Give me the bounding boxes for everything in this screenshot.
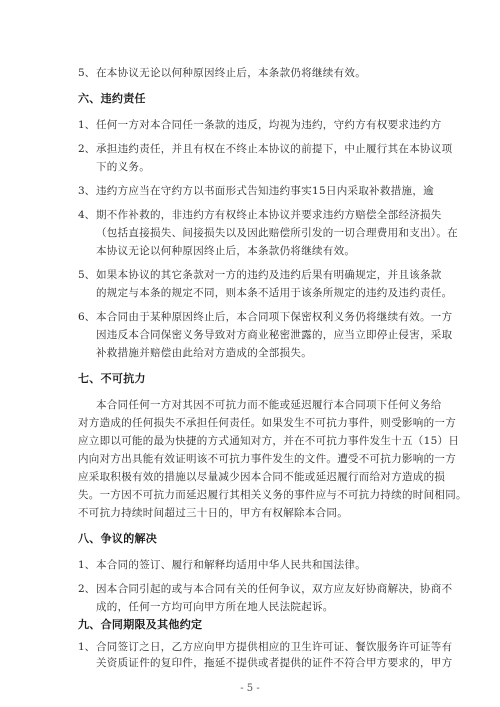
paragraph-line: 失。一方因不可抗力而延迟履行其相关义务的事件应与不可抗力持续的时间相同。 [78, 489, 467, 501]
section-heading: 七、不可抗力 [78, 372, 146, 385]
section-heading: 八、争议的解决 [78, 532, 158, 545]
paragraph-line: 因本合同引起的或与本合同有关的任何争议，双方应友好协商解决，协商不 [96, 583, 453, 595]
paragraph-line: 不可抗力持续时间超过三十日的，甲方有权解除本合同。 [78, 507, 348, 519]
section-heading: 六、违约责任 [78, 92, 146, 105]
paragraph-line: 关资质证件的复印件，拖延不提供或者提供的证件不符合甲方要求的，甲方 [96, 657, 453, 669]
list-number: 1、 [78, 559, 96, 571]
paragraph-line: 成的，任何一方均可向甲方所在地人民法院起诉。 [96, 601, 334, 613]
paragraph-line: 承担违约责任，并且有权在不终止本协议的前提下，中止履行其在本协议项 [96, 143, 453, 155]
paragraph-line: 下的义务。 [96, 161, 150, 173]
list-number: 2、 [78, 583, 96, 595]
paragraph-line: 本合同由于某种原因终止后，本合同项下保密权利义务仍将继续有效。一方 [96, 311, 453, 323]
paragraph-line: 应采取积极有效的措施以尽量减少因本合同不能或延迟履行而给对方造成的损 [78, 471, 446, 483]
section-heading: 九、合同期限及其他约定 [78, 618, 203, 631]
paragraph-line: 在本协议无论以何种原因终止后，本条款仍将继续有效。 [96, 67, 366, 79]
paragraph-line: （包括直接损失、间接损失以及因此赔偿所引发的一切合理费用和支出）。在 [96, 227, 458, 239]
list-number: 1、 [78, 641, 96, 653]
paragraph-line: 应立即以可能的最为快捷的方式通知对方，并在不可抗力事件发生十五（15）日 [78, 435, 460, 447]
list-number: 5、 [78, 269, 96, 281]
page-number: - 5 - [240, 683, 260, 694]
list-number: 2、 [78, 143, 96, 155]
paragraph-line: 本协议无论以何种原因终止后，本条款仍将继续有效。 [96, 245, 356, 257]
paragraph-line: 对方造成的任何损失不承担任何责任。如果发生不可抗力事件，则受影响的一方 [78, 417, 456, 429]
list-number: 4、 [78, 209, 96, 221]
list-number: 3、 [78, 185, 96, 197]
paragraph-line: 本合同任何一方对其因不可抗力而不能或延迟履行本合同项下任何义务给 [96, 399, 442, 411]
paragraph-line: 补救措施并赔偿由此给对方造成的全部损失。 [96, 347, 312, 359]
paragraph-line: 任何一方对本合同任一条款的违反，均视为违约，守约方有权要求违约方 [96, 119, 442, 131]
paragraph-line: 合同签订之日，乙方应向甲方提供相应的卫生许可证、餐饮服务许可证等有 [96, 641, 453, 653]
paragraph-line: 的规定与本条的规定不同，则本条不适用于该条所规定的违约及违约责任。 [96, 287, 453, 299]
paragraph-line: 本合同的签订、履行和解释均适用中华人民共和国法律。 [96, 559, 366, 571]
paragraph-line: 违约方应当在守约方以书面形式告知违约事实15日内采取补救措施，逾 [96, 185, 434, 197]
paragraph-line: 期不作补救的，非违约方有权终止本协议并要求违约方赔偿全部经济损失 [96, 209, 442, 221]
list-number: 5、 [78, 67, 96, 79]
paragraph-line: 如果本协议的其它条款对一方的违约及违约后果有明确规定，并且该条款 [96, 269, 442, 281]
list-number: 6、 [78, 311, 96, 323]
paragraph-line: 因违反本合同保密义务导致对方商业秘密泄露的，应当立即停止侵害，采取 [96, 329, 453, 341]
list-number: 1、 [78, 119, 96, 131]
paragraph-line: 内向对方出具能有效证明该不可抗力事件发生的文件。遭受不可抗力影响的一方 [78, 453, 456, 465]
